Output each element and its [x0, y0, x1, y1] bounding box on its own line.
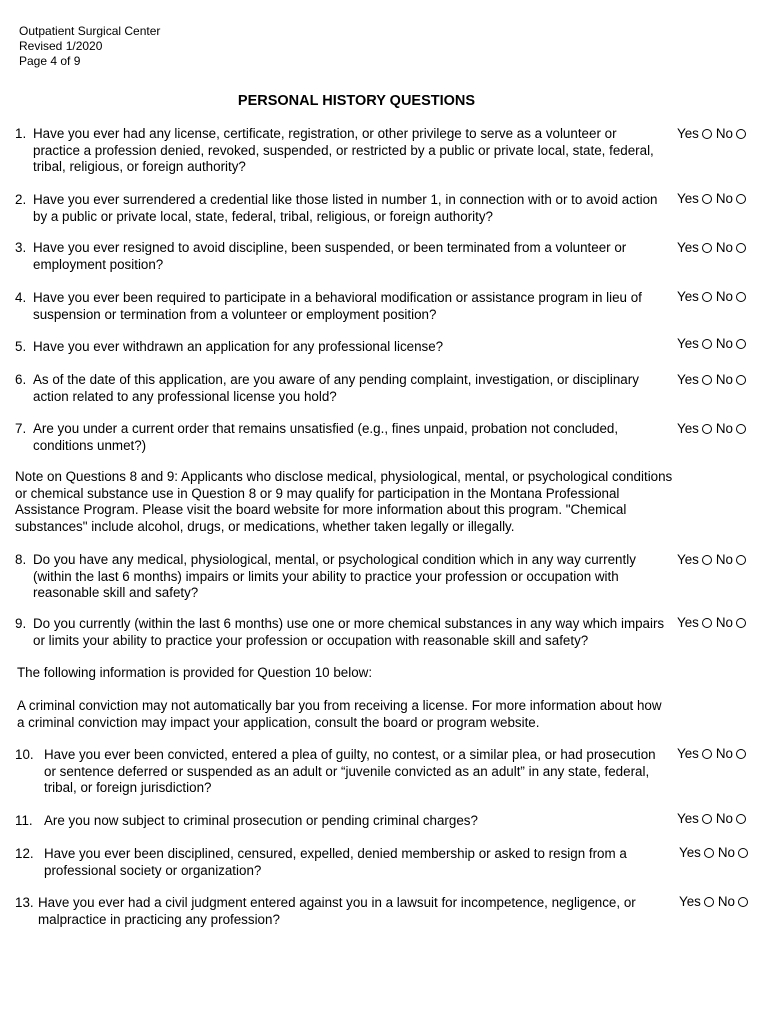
question-number: 8.	[15, 552, 27, 567]
yes-radio[interactable]	[704, 897, 714, 907]
question-text: Are you now subject to criminal prosecution or pending criminal charges?	[44, 813, 478, 828]
question-text: Have you ever had any license, certificate, registration, or other privilege to serve as a volunteer or practice a profession denied, revoked, suspended, or restricted by a public or private local, state, federal, tribal, religious, or foreign authority?	[33, 126, 654, 174]
criminal-conviction-info: A criminal conviction may not automatically bar you from receiving a license. For more information about how a criminal conviction may impact your application, consult the board or program website.	[17, 698, 662, 730]
question-text: Have you ever been convicted, entered a plea of guilty, no contest, or a similar plea, or had prosecution or sentence deferred or suspended as an adult or “juvenile convicted as an adult” in any state, federal, tribal, or foreign jurisdiction?	[44, 747, 656, 795]
question-number: 1.	[15, 126, 27, 141]
no-radio[interactable]	[736, 814, 746, 824]
yes-label: Yes	[677, 126, 699, 142]
answer-group-3	[677, 240, 750, 256]
question-12	[15, 846, 667, 879]
question-number: 7.	[15, 421, 27, 436]
question-number: 5.	[15, 339, 27, 354]
question-8	[15, 552, 667, 602]
answer-group-2	[677, 191, 750, 207]
question-text: Have you ever withdrawn an application for any professional license?	[33, 339, 444, 354]
question-number: 2.	[15, 192, 27, 207]
yes-radio[interactable]	[702, 339, 712, 349]
question-3	[15, 240, 667, 273]
yes-label: Yes	[677, 421, 699, 437]
question-text: Have you ever surrendered a credential like those listed in number 1, in connection with or to avoid action by a public or private local, state, federal, tribal, religious, or foreign authority?	[33, 192, 658, 224]
question-13	[15, 895, 667, 928]
no-label: No	[715, 746, 733, 762]
question-number: 9.	[15, 616, 27, 631]
yes-label: Yes	[677, 336, 699, 352]
page-number: Page 4 of 9	[19, 54, 81, 68]
yes-label: Yes	[677, 191, 699, 207]
answer-group-4	[677, 289, 750, 305]
no-radio[interactable]	[736, 243, 746, 253]
yes-radio[interactable]	[702, 129, 712, 139]
yes-label: Yes	[679, 845, 701, 861]
no-label: No	[717, 894, 735, 910]
answer-group-10	[677, 746, 750, 762]
page-title: PERSONAL HISTORY QUESTIONS	[237, 93, 476, 109]
yes-radio[interactable]	[702, 243, 712, 253]
question-1	[15, 126, 667, 176]
question-7	[15, 421, 667, 454]
no-radio[interactable]	[736, 749, 746, 759]
page-header	[19, 24, 160, 69]
facility-name: Outpatient Surgical Center	[19, 24, 161, 38]
no-label: No	[715, 811, 733, 827]
yes-radio[interactable]	[702, 749, 712, 759]
yes-label: Yes	[677, 372, 699, 388]
question-number: 4.	[15, 290, 27, 305]
note-questions-8-9: Note on Questions 8 and 9: Applicants who disclose medical, physiological, mental, or psychological conditions or chemical substance use in Question 8 or 9 may qualify for participation in the Montana Professional Assistance Program. Please visit the board website for more information about this program. "Chemical substances" include alcohol, drugs, or medications, whether taken legally or illegally.	[15, 469, 673, 534]
no-radio[interactable]	[736, 194, 746, 204]
no-radio[interactable]	[736, 129, 746, 139]
question-text: Do you have any medical, physiological, mental, or psychological condition which in any way currently (within the last 6 months) impairs or limits your ability to practice your profession or occupation with reasonable skill and safety?	[33, 552, 636, 600]
answer-group-1	[677, 126, 750, 142]
no-radio[interactable]	[736, 375, 746, 385]
answer-group-9	[677, 615, 750, 631]
question-number: 11.	[15, 813, 33, 828]
no-radio[interactable]	[736, 292, 746, 302]
no-radio[interactable]	[736, 618, 746, 628]
yes-label: Yes	[677, 289, 699, 305]
yes-radio[interactable]	[702, 375, 712, 385]
no-label: No	[715, 372, 733, 388]
question-text: Have you ever had a civil judgment entered against you in a lawsuit for incompetence, negligence, or malpractice in practicing any profession?	[38, 895, 636, 927]
question-number: 3.	[15, 240, 27, 255]
yes-radio[interactable]	[702, 194, 712, 204]
question-text: Do you currently (within the last 6 months) use one or more chemical substances in any way which impairs or limits your ability to practice your profession or occupation with reasonable skill and safety?	[33, 616, 665, 648]
no-label: No	[715, 552, 733, 568]
question-10-intro: The following information is provided for Question 10 below:	[17, 665, 373, 680]
yes-label: Yes	[677, 240, 699, 256]
no-label: No	[715, 289, 733, 305]
no-label: No	[717, 845, 735, 861]
question-text: Have you ever been required to participate in a behavioral modification or assistance program in lieu of suspension or termination from a volunteer or employment position?	[33, 290, 642, 322]
question-number: 10.	[15, 747, 34, 762]
question-text: Are you under a current order that remains unsatisfied (e.g., fines unpaid, probation not concluded, conditions unmet?)	[33, 421, 619, 453]
question-number: 12.	[15, 846, 34, 861]
yes-radio[interactable]	[702, 292, 712, 302]
answer-group-8	[677, 552, 750, 568]
question-9	[15, 616, 667, 649]
answer-group-11	[677, 811, 750, 827]
no-radio[interactable]	[738, 848, 748, 858]
yes-radio[interactable]	[702, 424, 712, 434]
no-label: No	[715, 126, 733, 142]
question-text: Have you ever resigned to avoid discipline, been suspended, or been terminated from a volunteer or employment position?	[33, 240, 627, 272]
question-number: 13.	[15, 895, 34, 910]
question-4	[15, 290, 667, 323]
question-6	[15, 372, 667, 405]
question-5	[15, 339, 667, 356]
question-11	[15, 813, 667, 830]
no-label: No	[715, 191, 733, 207]
yes-radio[interactable]	[702, 555, 712, 565]
answer-group-12	[679, 845, 752, 861]
question-text: As of the date of this application, are you aware of any pending complaint, investigation, or disciplinary action related to any professional license you hold?	[33, 372, 639, 404]
yes-label: Yes	[679, 894, 701, 910]
no-label: No	[715, 240, 733, 256]
yes-radio[interactable]	[702, 814, 712, 824]
answer-group-6	[677, 372, 750, 388]
revision-date: Revised 1/2020	[19, 39, 103, 53]
no-label: No	[715, 615, 733, 631]
yes-label: Yes	[677, 811, 699, 827]
question-2	[15, 192, 667, 225]
yes-radio[interactable]	[702, 618, 712, 628]
question-10	[15, 747, 667, 797]
no-radio[interactable]	[738, 897, 748, 907]
answer-group-5	[677, 336, 750, 352]
question-text: Have you ever been disciplined, censured, expelled, denied membership or asked to resign from a professional society or organization?	[44, 846, 627, 878]
no-radio[interactable]	[736, 424, 746, 434]
question-number: 6.	[15, 372, 27, 387]
answer-group-7	[677, 421, 750, 437]
no-radio[interactable]	[736, 339, 746, 349]
yes-radio[interactable]	[704, 848, 714, 858]
yes-label: Yes	[677, 615, 699, 631]
no-label: No	[715, 421, 733, 437]
answer-group-13	[679, 894, 752, 910]
yes-label: Yes	[677, 552, 699, 568]
no-radio[interactable]	[736, 555, 746, 565]
no-label: No	[715, 336, 733, 352]
yes-label: Yes	[677, 746, 699, 762]
